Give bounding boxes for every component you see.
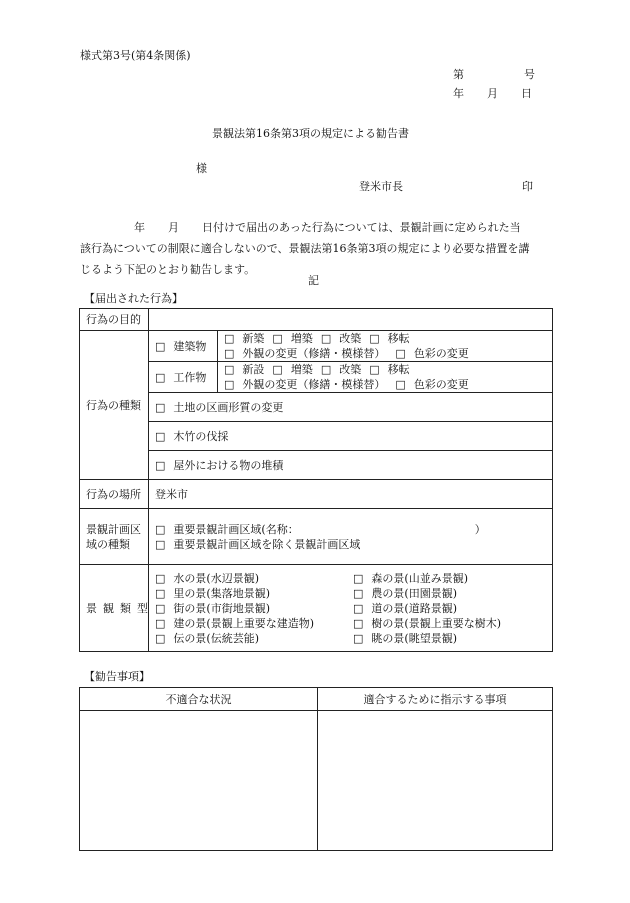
document-date — [453, 87, 532, 101]
land-change-option: □ 土地の区画形質の変更 — [149, 393, 553, 422]
checkbox-icon[interactable]: □ — [155, 601, 166, 615]
table-row — [80, 711, 553, 851]
instructions-header: 適合するために指示する事項 — [318, 688, 553, 711]
reported-actions-table — [79, 308, 553, 652]
checkbox-icon[interactable]: □ — [224, 347, 235, 360]
purpose-value[interactable] — [149, 309, 553, 331]
checkbox-icon[interactable]: □ — [353, 631, 364, 645]
checkbox-icon[interactable]: □ — [395, 347, 406, 360]
number-suffix: 号 — [524, 68, 535, 81]
noncompliance-value[interactable] — [80, 711, 318, 851]
checkbox-icon[interactable]: □ — [155, 616, 166, 630]
table-row — [80, 509, 553, 565]
checkbox-icon[interactable]: □ — [155, 370, 166, 384]
date-year: 年 — [453, 87, 464, 100]
form-id: 様式第3号(第4条関係) — [80, 49, 191, 62]
checkbox-icon[interactable]: □ — [155, 522, 166, 536]
body-line3: じるよう下記のとおり勧告します。 — [80, 263, 256, 276]
place-label: 行為の場所 — [80, 480, 149, 509]
checkbox-icon[interactable]: □ — [353, 571, 364, 585]
body-year: 年 — [134, 221, 145, 234]
body-line1: 日付けで届出のあった行為については、景観計画に定められた当 — [202, 221, 521, 234]
document-number — [453, 68, 535, 82]
kind-label: 行為の種類 — [80, 331, 149, 480]
checkbox-icon[interactable]: □ — [353, 616, 364, 630]
area-type-options: □ 重要景観計画区域(名称： ） □ 重要景観計画区域を除く景観計画区域 — [149, 509, 553, 565]
structure-options: □ 新設 □ 増築 □ 改築 □ 移転 □ 外観の変更（修繕・模様替） □ 色彩の変更 — [218, 362, 553, 393]
instructions-value[interactable] — [318, 711, 553, 851]
area-type-label: 景観計画区 域の種類 — [80, 509, 149, 565]
building-cell: □ 建築物 — [149, 331, 218, 362]
section-recommendation-title: 【勧告事項】 — [84, 670, 150, 683]
number-prefix: 第 — [453, 68, 464, 81]
purpose-label: 行為の目的 — [80, 309, 149, 331]
checkbox-icon[interactable]: □ — [320, 363, 332, 376]
table-row — [80, 565, 553, 652]
checkbox-icon[interactable]: □ — [353, 586, 364, 600]
building-options: □ 新築 □ 増築 □ 改築 □ 移転 □ 外観の変更（修繕・模様替） □ 色彩の変更 — [218, 331, 553, 362]
checkbox-icon[interactable]: □ — [395, 378, 406, 391]
landscape-type-label: 景観類型 — [80, 565, 149, 652]
checkbox-icon[interactable]: □ — [224, 363, 235, 376]
ki-heading: 記 — [308, 274, 319, 287]
table-row — [80, 331, 553, 362]
section-reported-actions-title: 【届出された行為】 — [84, 292, 183, 305]
table-row — [80, 688, 553, 711]
checkbox-icon[interactable]: □ — [369, 363, 380, 376]
checkbox-icon[interactable]: □ — [155, 586, 166, 600]
checkbox-icon[interactable]: □ — [155, 429, 166, 443]
table-row — [80, 451, 553, 480]
body-line2: 該行為についての制限に適合しないので、景観法第16条第3項の規定により必要な措置を講 — [80, 242, 530, 255]
table-row — [80, 422, 553, 451]
noncompliance-header: 不適合な状況 — [80, 688, 318, 711]
date-day: 日 — [521, 87, 532, 100]
checkbox-icon[interactable]: □ — [155, 458, 166, 472]
date-month: 月 — [487, 87, 498, 100]
outdoor-storage-option: □ 屋外における物の堆積 — [149, 451, 553, 480]
addressee: 様 — [196, 162, 207, 175]
checkbox-icon[interactable]: □ — [155, 537, 166, 551]
recommendation-table — [79, 687, 553, 851]
place-value: 登米市 — [149, 480, 553, 509]
checkbox-icon[interactable]: □ — [155, 400, 166, 414]
seal-mark: 印 — [522, 180, 533, 193]
table-row — [80, 480, 553, 509]
tree-cutting-option: □ 木竹の伐採 — [149, 422, 553, 451]
page-title: 景観法第16条第3項の規定による勧告書 — [212, 127, 409, 140]
checkbox-icon[interactable]: □ — [155, 571, 166, 585]
landscape-type-options: □ 水の景(水辺景観) □ 森の景(山並み景観) □ 里の景(集落地景観) □ 農の景(田園景観) □ 街の景(市街地景観) □ 道の景(道路景観) □ 建の景(景観上重要な建造物) □ 樹の景(景観上重要な樹木) □ 伝の景(伝統芸能) □ 眺の景(眺望景観) — [149, 565, 553, 652]
structure-cell: □ 工作物 — [149, 362, 218, 393]
table-row — [80, 362, 553, 393]
checkbox-icon[interactable]: □ — [155, 631, 166, 645]
checkbox-icon[interactable]: □ — [224, 332, 235, 345]
checkbox-icon[interactable]: □ — [155, 339, 166, 353]
checkbox-icon[interactable]: □ — [224, 378, 235, 391]
checkbox-icon[interactable]: □ — [320, 332, 332, 345]
issuer: 登米市長 — [359, 180, 403, 193]
checkbox-icon[interactable]: □ — [272, 332, 283, 345]
checkbox-icon[interactable]: □ — [369, 332, 380, 345]
checkbox-icon[interactable]: □ — [272, 363, 283, 376]
table-row — [80, 393, 553, 422]
body-month: 月 — [168, 221, 179, 234]
body-paragraph — [80, 217, 550, 280]
table-row — [80, 309, 553, 331]
checkbox-icon[interactable]: □ — [353, 601, 364, 615]
